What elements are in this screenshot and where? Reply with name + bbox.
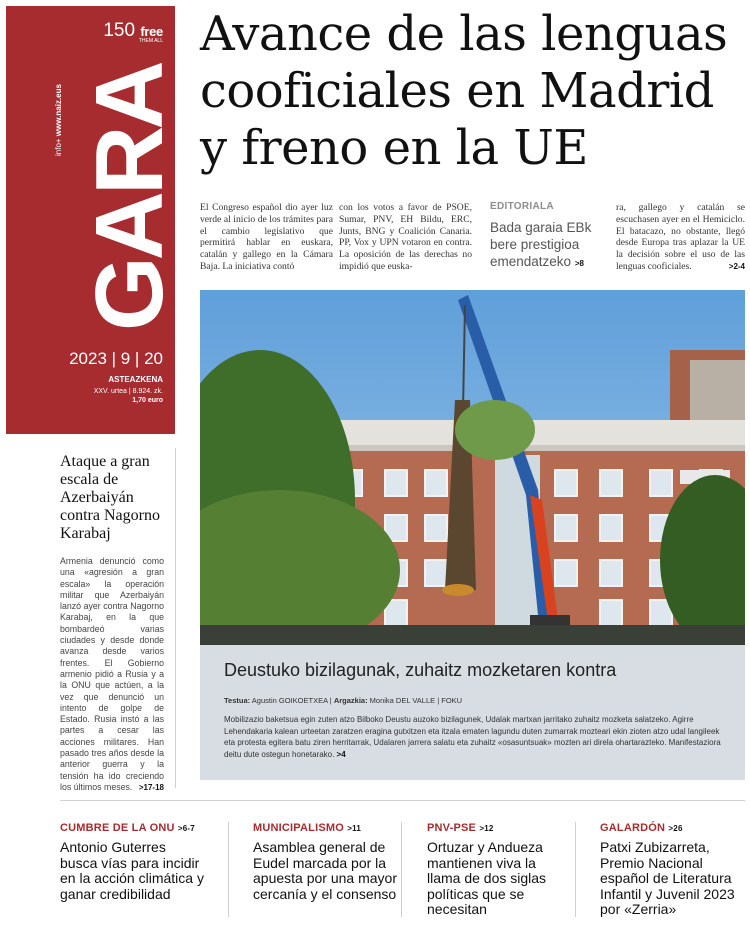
story-headline: Asamblea general de Eudel marcada por la apuesta por una mayor cercanía y el consenso	[253, 839, 397, 902]
intro-col-3: ra, gallego y catalán se escuchasen ayer en el Hemiciclo. El batacazo, no obstante, llegó desde Europa tras aplazar la UE la decisión sobre el uso de las lenguas cooficiales. >2-4	[616, 202, 745, 272]
story-headline: Antonio Guterres busca vías para incidir en la acción climática y ganar credibilidad	[60, 839, 204, 902]
editorial-teaser[interactable]: Bada garaia EBk bere prestigioa emendatzeko >8	[490, 220, 592, 269]
main-headline[interactable]: Avance de las lenguas cooficiales en Madrid y freno en la UE	[200, 6, 728, 176]
story-headline: Ortuzar y Andueza mantienen viva la llama de dos siglas políticas que se necesitan	[427, 839, 547, 917]
free-sub: THEM ALL	[138, 38, 163, 44]
page-ref[interactable]: >8	[574, 259, 584, 268]
page-ref[interactable]: >2-4	[728, 261, 745, 271]
bottom-divider	[60, 800, 745, 801]
lead-photo[interactable]	[200, 290, 745, 645]
weekday: ASTEAZKENA	[108, 375, 163, 384]
page-ref[interactable]: >17-18	[138, 782, 164, 792]
bottom-story[interactable]	[600, 822, 745, 918]
column-divider	[575, 822, 576, 917]
photo-story-body: Mobilizazio baketsua egin zuten atzo Bilboko Deustu auzoko bizilagunek, Udalak martxan jarritako zuhaitz mozketa salatzeko. Agirre Lehendakaria kalean urteetan zaratzen eragina gutxitzen eta itzala ematen lagundu duten zumarrak mozteari ekin zioten atzo udal langileek eta protesta egitera batu ziren herritarrak, Udalaren jarrera salatu eta zuhaitz «osasuntsuak» mozten ari direla ohartarazteko. Manifestaziora deitu dute ostegun honetarako. >4	[224, 715, 721, 759]
masthead	[6, 6, 183, 434]
volume-info: XXV. urtea | 8.924. zk. 1,70 euro	[93, 388, 163, 405]
website-url[interactable]: info+ www.naiz.eus	[54, 84, 63, 156]
story-kicker: CUMBRE DE LA ONU >6-7	[60, 822, 195, 834]
page-ref[interactable]: >4	[336, 749, 346, 759]
newspaper-logo: GARA	[76, 64, 183, 331]
column-divider	[401, 822, 402, 917]
side-story-title[interactable]: Ataque a gran escala de Azerbaiyán contra Nagorno Karabaj	[60, 453, 160, 542]
issue-badge	[103, 20, 163, 44]
issue-number: 150	[103, 20, 136, 41]
story-kicker: GALARDÓN >26	[600, 822, 683, 834]
column-divider	[228, 822, 229, 917]
photo-story-title[interactable]: Deustuko bizilagunak, zuhaitz mozketaren kontra	[224, 660, 617, 680]
story-kicker: MUNICIPALISMO >11	[253, 822, 362, 834]
intro-col-1: El Congreso español dio ayer luz verde al inicio de los trámites para el cambio legislativo que permitirá hablar en euskara, catalán y gallego en la Cámara Baja. La iniciativa contó	[200, 202, 333, 272]
story-headline: Patxi Zubizarreta, Premio Nacional español de Literatura Infantil y Juvenil 2023 por «Zerria»	[600, 839, 735, 917]
side-story-body: Armenia denunció como una «agresión a gran escala» la operación militar que Azerbaiyán lanzó ayer contra Nagorno Karabaj, en la que bombardeó varias ciudades y desde donde avanza desde varios frentes. El Gobierno armenio pidió a Rusia y a la ONU que actúen, a la vez que denunció un intento de golpe de Estado. Rusia instó a las partes a cesar las acciones militares. Han pasado tres años desde la anterior guerra y la tensión ha ido creciendo los últimos meses. >17-18	[60, 556, 164, 792]
bottom-story[interactable]	[253, 822, 398, 902]
photo-caption-box	[200, 645, 745, 780]
column-divider	[175, 448, 176, 788]
tree-crane-photo	[200, 290, 745, 645]
bottom-story[interactable]	[60, 822, 205, 902]
free-label: free	[140, 24, 163, 39]
intro-col-2: con los votos a favor de PSOE, Sumar, PNV, EH Bildu, ERC, Junts, BNG y Coalición Canaria. PP, Vox y UPN votaron en contra. La oposición de las derechas no impidió que euska-	[339, 202, 472, 272]
bottom-story[interactable]	[427, 822, 572, 918]
price: 1,70 euro	[132, 397, 163, 405]
story-kicker: PNV-PSE >12	[427, 822, 494, 834]
editorial-label: EDITORIALA	[490, 201, 554, 212]
photo-credits: Testua: Agustin GOIKOETXEA | Argazkia: Monika DEL VALLE | FOKU	[224, 696, 463, 705]
issue-date: 2023 | 9 | 20	[69, 349, 163, 368]
